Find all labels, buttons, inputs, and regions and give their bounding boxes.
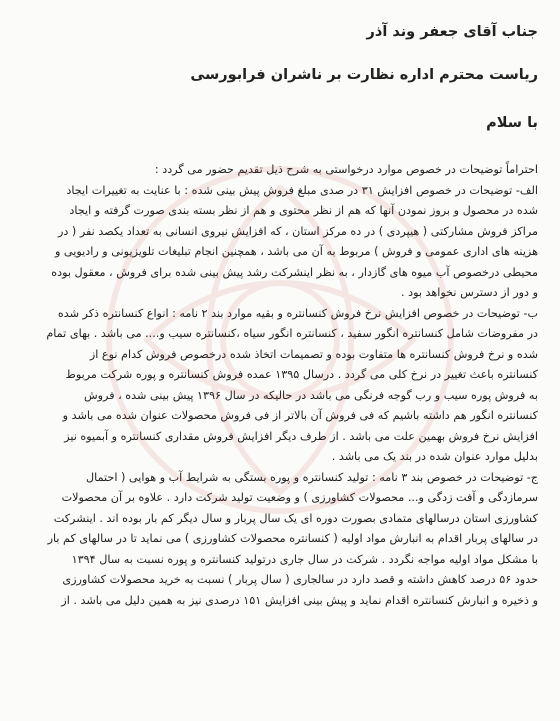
section-c-line: کشاورزی استان درسالهای متمادی بصورت دوره ای یک سال پربار و سال دیگر کم بار بوده اند . اینشرکت (53, 511, 538, 525)
section-a-line: محیطی درخصوص آب میوه های گازدار ، به نظر اینشرکت رشد پیش بینی شده برای فروش ، معقول بوده (51, 265, 538, 279)
section-b-line: در مفروضات شامل کنسانتره انگور سفید ، کنسانتره انگور سیاه ،کنسانتره سیب و.... می باشد . بهای تمام (46, 327, 538, 340)
section-b-paragraph (22, 304, 538, 468)
section-c-line: با مشکل مواد اولیه مواجه نگردد . شرکت در سال جاری درتولید کنسانتره و پوره نسبت به سال ۱۳۹۴ (71, 552, 538, 566)
section-a-line: شده در محصول و بروز نمودن آنها که هم از نظر محتوی و هم از نظر بسته بندی صورت گرفته و ایجاد (69, 204, 538, 217)
position-line: ریاست محترم اداره نظارت بر ناشران فرابورسی (190, 67, 538, 83)
section-b-line: ب- توضیحات در خصوص افزایش نرخ فروش کنسانتره و بقیه موارد بند ۲ نامه : انواع کنسانتره ذکر شده (57, 306, 538, 320)
intro-line: احتراماً توضیحات در خصوص موارد درخواستی به شرح ذیل تقدیم حضور می گردد : (154, 163, 538, 176)
section-a-line: مراکز فروش مشارکتی ( هیپردی ) در ده مرکز استان ، که افزایش نیروی انسانی به تعداد یکصد نفر ( در (57, 224, 538, 238)
intro-paragraph (22, 160, 538, 181)
section-a-paragraph (22, 181, 538, 304)
section-a-line: الف- توضیحات در خصوص افزایش ۳۱ در صدی مبلغ فروش پیش بینی شده : با عنایت به تغییرات ایجاد (66, 183, 538, 197)
section-b-line: بدلیل موارد عنوان شده در بند یک می باشد . (331, 450, 538, 463)
section-c-paragraph (22, 468, 538, 612)
addressee-line: جناب آقای جعفر وند آذر (366, 24, 538, 40)
section-b-line: به فروش پوره سیب و رب گوجه فرنگی می باشد در حالیکه در سال ۱۳۹۶ پیش بینی شده ، فروش (84, 388, 538, 402)
section-a-line: هزینه های اداری عمومی و فروش ) مربوط به آن می باشد ، همچنین انجام تبلیغات تلویزیونی و رادیویی و (54, 245, 538, 258)
section-b-line: افزایش نرخ فروش بهمین علت می باشد . از طرف دیگر افزایش فروش مقداری کنسانتره و آبمیوه نیز (64, 429, 538, 443)
section-b-line: کنسانتره انگور هم داشته باشیم که فی فروش آن بالاتر از فی فروش محصولات عنوان شده می باشد و (62, 409, 538, 422)
section-c-line: سرمازدگی و آفت زدگی و... محصولات کشاورزی ) و وضعیت تولید شرکت دارد . علاوه بر آن محصولات (61, 491, 538, 504)
section-c-line: حدود ۵۶ درصد کاهش داشته و قصد دارد در سالجاری ( سال پربار ) نسبت به خرید محصولات کشاورزی (62, 573, 538, 586)
section-b-line: کنسانتره باعث تغییر در نرخ کلی می گردد . درسال ۱۳۹۵ عمده فروش کنسانتره و پوره شرکت مربوط (65, 368, 538, 381)
section-c-line: در سالهای پربار اقدام به انبارش مواد اولیه ( کنسانتره محصولات کشاورزی ) می نماید تا در سالهای کم بار (47, 532, 538, 545)
greeting-line: با سلام (486, 115, 538, 131)
section-c-line: و ذخیره و انبارش کنسانتره اقدام نماید و پیش بینی افزایش ۱۵۱ درصدی نیز به همین دلیل می باشد . از (61, 593, 538, 607)
section-a-line: و دور از دسترس نخواهد بود . (400, 286, 538, 299)
letter-body (22, 160, 538, 611)
section-c-line: ج- توضیحات در خصوص بند ۳ نامه : تولید کنسانتره و پوره بستگی به شرایط آب و هوایی ( احتمال (86, 470, 538, 484)
section-b-line: شده و نرخ فروش کنسانتره ها متفاوت بوده و تصمیمات اتخاذ شده درخصوص فروش کدام نوع از (89, 347, 538, 361)
